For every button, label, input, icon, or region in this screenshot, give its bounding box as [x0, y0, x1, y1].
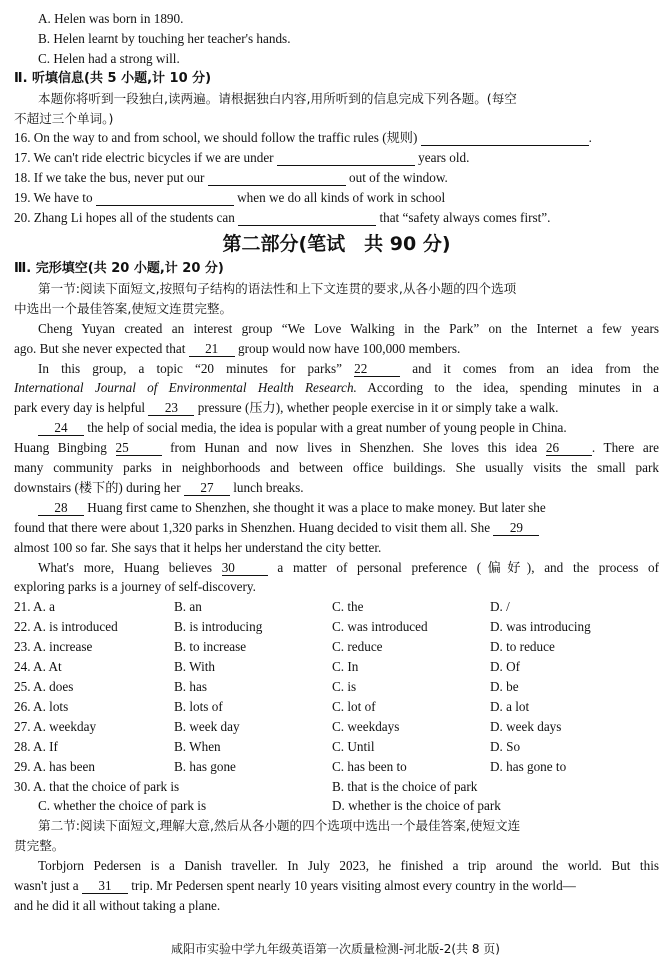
choice-option[interactable]: C. lot of — [332, 698, 376, 714]
answer-blank-19[interactable] — [96, 191, 234, 206]
choice-row-21 — [14, 597, 659, 617]
exam-page — [14, 9, 659, 916]
cloze-blank-25[interactable]: 25 — [116, 441, 162, 456]
cloze-blank-22[interactable]: 22 — [354, 362, 400, 377]
choice-option[interactable]: 26. A. lots — [14, 698, 69, 714]
choice-row-30-cont — [14, 796, 659, 816]
option-b-prev: B. Helen learnt by touching her teacher's hands. — [38, 30, 291, 46]
question-18: 18. If we take the bus, never put our out of the window. — [14, 170, 448, 186]
cloze-blank-28[interactable]: 28 — [38, 501, 84, 516]
cloze-blank-31[interactable]: 31 — [82, 879, 128, 894]
choices-list — [14, 597, 659, 816]
choice-option[interactable]: C. the — [332, 599, 364, 615]
choice-option[interactable]: C. whether the choice of park is — [38, 798, 207, 814]
choice-row-22 — [14, 617, 659, 637]
question-19: 19. We have to when we do all kinds of work in school — [14, 190, 446, 206]
cloze-blank-21[interactable]: 21 — [189, 342, 235, 357]
choice-option[interactable]: B. has — [174, 679, 207, 694]
choice-option[interactable]: C. weekdays — [332, 718, 400, 734]
choice-row-24 — [14, 657, 659, 677]
passage-line: exploring parks is a journey of self-discovery. — [14, 579, 256, 595]
choice-row-27 — [14, 717, 659, 737]
choice-option[interactable]: C. Until — [332, 738, 375, 754]
passage-line: park every day is helpful 23 pressure (压力), whether people exercise in it or simply take a walk. — [14, 400, 559, 416]
choice-option[interactable]: 22. A. is introduced — [14, 619, 118, 635]
choice-option[interactable]: C. In — [332, 659, 359, 675]
cloze-blank-30[interactable]: 30 — [222, 561, 268, 576]
choice-option[interactable]: D. whether is the choice of park — [332, 798, 501, 814]
answer-blank-20[interactable] — [238, 211, 376, 226]
choice-row-29 — [14, 757, 659, 777]
choice-row-26 — [14, 697, 659, 717]
passage-line: Torbjorn Pedersen is a Danish traveller. In July 2023, he finished a trip around the world. But this — [38, 858, 659, 874]
choice-option[interactable]: 27. A. weekday — [14, 718, 97, 734]
choice-option[interactable]: C. has been to — [332, 758, 407, 774]
choice-option[interactable]: D. / — [490, 599, 510, 615]
choice-option[interactable]: C. reduce — [332, 639, 383, 655]
answer-blank-16[interactable] — [421, 131, 589, 146]
choice-option[interactable]: D. Of — [490, 659, 521, 675]
choice-option[interactable]: C. was introduced — [332, 619, 428, 635]
choice-option[interactable]: 25. A. does — [14, 679, 74, 694]
section-3-part1-instructions-cont: 中选出一个最佳答案,使短文连贯完整。 — [14, 300, 233, 316]
choice-option[interactable]: D. week days — [490, 718, 562, 734]
section-3-part1-instructions: 第一节:阅读下面短文,按照句子结构的语法性和上下文连贯的要求,从各小题的四个选项 — [38, 280, 517, 296]
section-2-title: Ⅱ. 听填信息(共 5 小题,计 10 分) — [14, 70, 212, 86]
choice-row-30 — [14, 777, 659, 797]
choice-option[interactable]: B. that is the choice of park — [332, 778, 478, 794]
passage-line: In this group, a topic “20 minutes for parks” 22 and it comes from an idea from the — [38, 360, 659, 376]
choice-row-23 — [14, 637, 659, 657]
choice-row-28 — [14, 737, 659, 757]
passage-line: and he did it all without taking a plane. — [14, 897, 221, 913]
option-c-prev: C. Helen had a strong will. — [38, 50, 180, 66]
question-20: 20. Zhang Li hopes all of the students can that “safety always comes first”. — [14, 210, 551, 226]
answer-blank-17[interactable] — [277, 151, 415, 166]
choice-option[interactable]: B. an — [174, 599, 202, 615]
choice-option[interactable]: B. has gone — [174, 758, 236, 774]
choice-option[interactable]: 21. A. a — [14, 599, 56, 615]
choice-option[interactable]: 30. A. that the choice of park is — [14, 778, 180, 794]
section-2-instructions: 本题你将听到一段独白,读两遍。请根据独白内容,用所听到的信息完成下列各题。(每空 — [38, 90, 517, 106]
choice-option[interactable]: D. to reduce — [490, 639, 555, 655]
option-a-prev: A. Helen was born in 1890. — [38, 11, 184, 26]
section-3-part2-instructions-cont: 贯完整。 — [14, 838, 65, 854]
choice-option[interactable]: B. With — [174, 659, 215, 675]
choice-option[interactable]: D. was introducing — [490, 619, 591, 635]
section-2-instructions-cont: 不超过三个单词。) — [14, 110, 114, 126]
choice-option[interactable]: B. When — [174, 738, 221, 754]
question-17: 17. We can't ride electric bicycles if we are under years old. — [14, 150, 470, 166]
section-3-title: Ⅲ. 完形填空(共 20 小题,计 20 分) — [14, 260, 224, 276]
passage-line: ago. But she never expected that 21 group would now have 100,000 members. — [14, 340, 461, 356]
passage-line: wasn't just a 31 trip. Mr Pedersen spent nearly 10 years visiting almost every country in the world— — [14, 878, 576, 894]
choice-option[interactable]: B. lots of — [174, 698, 223, 714]
cloze-blank-27[interactable]: 27 — [184, 481, 230, 496]
choice-option[interactable]: D. So — [490, 738, 521, 754]
passage-line: downstairs (楼下的) during her 27 lunch breaks. — [14, 479, 304, 495]
cloze-blank-23[interactable]: 23 — [148, 401, 194, 416]
cloze-blank-24[interactable]: 24 — [38, 421, 84, 436]
choice-option[interactable]: 28. A. If — [14, 738, 58, 754]
section-3-part2-instructions: 第二节:阅读下面短文,理解大意,然后从各小题的四个选项中选出一个最佳答案,使短文连 — [38, 818, 521, 834]
choice-option[interactable]: 24. A. At — [14, 659, 62, 675]
choice-option[interactable]: 29. A. has been — [14, 758, 95, 774]
passage-line: many community parks in neighborhoods and between office buildings. She usually visits the small park — [14, 460, 659, 476]
cloze-blank-29[interactable]: 29 — [493, 521, 539, 536]
choice-option[interactable]: D. be — [490, 679, 519, 694]
passage-line: 28 Huang first came to Shenzhen, she thought it was a place to make money. But later she — [14, 498, 659, 518]
journal-title: International Journal of Environmental Health Research. — [14, 380, 357, 396]
passage-line: What's more, Huang believes 30 a matter of personal preference (偏好), and the process of — [38, 559, 659, 575]
passage-line: 24 the help of social media, the idea is popular with a great number of young people in China. — [14, 418, 659, 438]
passage-line: Huang Bingbing 25 from Hunan and now lives in Shenzhen. She loves this idea 26 . There are — [14, 440, 659, 456]
choice-row-25 — [14, 677, 659, 697]
choice-option[interactable]: 23. A. increase — [14, 639, 93, 655]
passage-line: Cheng Yuyan created an interest group “We Love Walking in the Park” on the Internet a few years — [38, 320, 659, 336]
choice-option[interactable]: B. is introducing — [174, 619, 263, 635]
choice-option[interactable]: D. has gone to — [490, 758, 567, 774]
answer-blank-18[interactable] — [208, 171, 346, 186]
page-footer: 咸阳市实验中学九年级英语第一次质量检测-河北版-2(共 8 页) — [171, 942, 500, 956]
passage-line: International Journal of Environmental Health Research. According to the idea, spending minutes in a — [14, 380, 659, 396]
choice-option[interactable]: D. a lot — [490, 698, 530, 714]
part-2-title: 第二部分(笔试 共 90 分) — [222, 232, 451, 255]
question-16: 16. On the way to and from school, we should follow the traffic rules (规则) . — [14, 130, 592, 146]
passage-line: found that there were about 1,320 parks in Shenzhen. Huang decided to visit them all. She 29 — [14, 518, 659, 538]
passage-line: almost 100 so far. She says that it helps her understand the city better. — [14, 539, 382, 555]
choice-option[interactable]: B. week day — [174, 718, 240, 734]
cloze-blank-26[interactable]: 26 — [546, 441, 592, 456]
choice-option[interactable]: C. is — [332, 679, 357, 694]
choice-option[interactable]: B. to increase — [174, 639, 247, 655]
